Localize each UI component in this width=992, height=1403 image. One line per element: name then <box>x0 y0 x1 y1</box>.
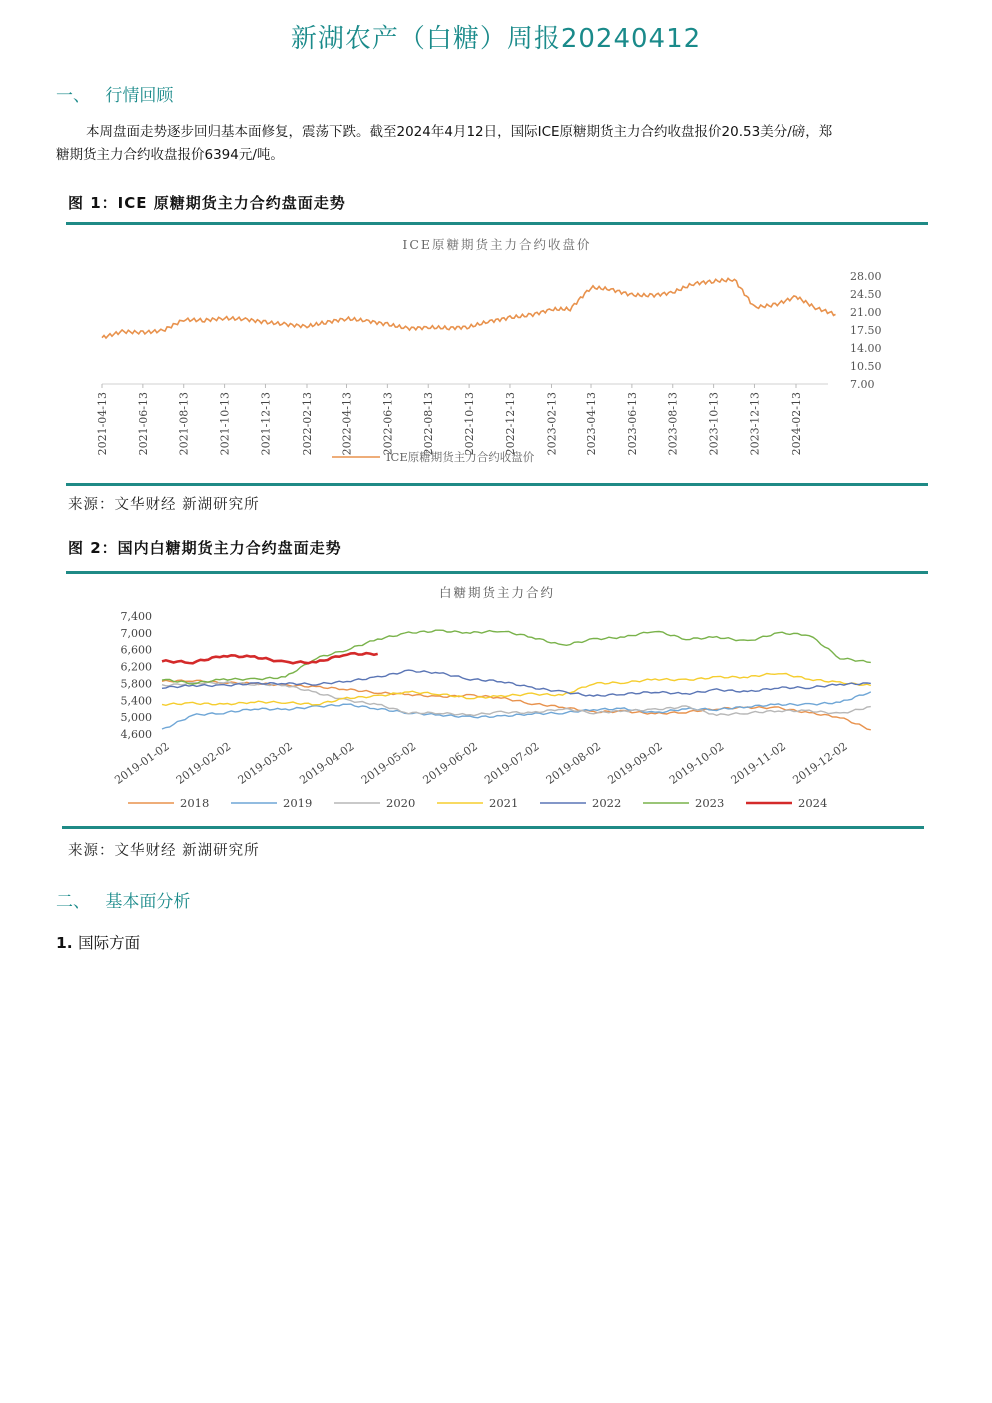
chart-1-x-tick-label: 2023-04-13 <box>585 392 599 456</box>
chart-2-legend-label: 2018 <box>180 796 210 810</box>
chart-1-title: ICE原糖期货主力合约收盘价 <box>402 237 592 252</box>
chart-2-x-tick-label: 2019-09-02 <box>605 739 665 787</box>
chart-1-x-tick-label: 2023-08-13 <box>666 392 680 456</box>
chart-2-x-tick-label: 2019-01-02 <box>112 739 172 787</box>
market-review-paragraph <box>56 121 936 167</box>
chart-2-x-tick-label: 2019-04-02 <box>297 739 357 787</box>
chart-1-x-tick-label: 2022-02-13 <box>300 392 314 456</box>
chart-2-x-tick-label: 2019-10-02 <box>667 739 727 787</box>
paragraph-line-1: 本周盘面走势逐步回归基本面修复，震荡下跌。截至2024年4月12日，国际ICE原糖期货主力合约收盘报价20.53美分/磅，郑 <box>86 124 833 140</box>
chart-1-x-tick-label: 2024-02-13 <box>790 392 803 456</box>
chart-2-x-tick-label: 2019-08-02 <box>543 739 604 787</box>
figure-1-source: 来源：文华财经 新湖研究所 <box>68 497 260 513</box>
figure-1-caption: 图 1：ICE 原糖期货主力合约盘面走势 <box>68 194 346 212</box>
section-title: 基本面分析 <box>105 892 191 912</box>
chart-2-series-line-2020 <box>162 682 871 716</box>
ice-sugar-chart <box>66 226 928 482</box>
chart-1-x-tick-label: 2021-04-13 <box>96 392 109 456</box>
chart-1-x-tick-label: 2022-08-13 <box>422 392 436 456</box>
chart-2-x-tick-label: 2019-06-02 <box>420 739 480 787</box>
paragraph-line-2: 糖期货主力合约收盘报价6394元/吨。 <box>56 147 284 163</box>
chart-2-series-line-2018 <box>162 680 871 730</box>
chart-2-y-tick-label: 6,600 <box>120 643 152 657</box>
chart-2-y-tick-label: 5,400 <box>120 694 152 708</box>
chart-2-x-tick-label: 2019-05-02 <box>358 739 419 787</box>
chart-1-y-tick-label: 21.00 <box>850 306 882 319</box>
chart-2-series-line-2019 <box>162 692 871 729</box>
chart-1-x-tick-label: 2021-10-13 <box>218 392 232 456</box>
figure-1-top-rule <box>66 222 928 225</box>
section-number: 一、 <box>56 86 90 106</box>
chart-2-series-line-2023 <box>162 630 871 684</box>
section-title: 行情回顾 <box>105 86 174 106</box>
chart-1-legend-label: ICE原糖期货主力合约收盘价 <box>386 450 535 464</box>
chart-1-y-tick-label: 14.00 <box>850 342 882 355</box>
section-heading-market-review <box>56 81 173 106</box>
chart-2-legend-label: 2019 <box>283 796 313 810</box>
chart-2-x-tick-label: 2019-02-02 <box>173 739 234 787</box>
figure-2-bottom-rule <box>62 826 924 829</box>
section-number: 二、 <box>56 892 90 912</box>
chart-1-y-tick-label: 24.50 <box>850 288 882 301</box>
chart-2-y-tick-label: 7,400 <box>120 610 152 623</box>
section-heading-fundamentals <box>56 887 190 912</box>
chart-1-x-tick-label: 2023-02-13 <box>545 392 559 456</box>
figure-2-top-rule <box>66 571 928 574</box>
domestic-sugar-chart <box>66 575 928 823</box>
chart-1-y-tick-label: 28.00 <box>850 270 882 283</box>
chart-1-x-tick-label: 2022-10-13 <box>463 392 477 456</box>
chart-1-x-tick-label: 2023-12-13 <box>748 392 762 456</box>
subsection-title: 国际方面 <box>78 934 141 952</box>
chart-1-y-tick-label: 17.50 <box>850 324 882 337</box>
chart-1-y-tick-label: 10.50 <box>850 360 882 373</box>
chart-2-x-tick-label: 2019-03-02 <box>235 739 295 787</box>
chart-1-x-tick-label: 2021-12-13 <box>259 392 273 456</box>
figure-1-bottom-rule <box>66 483 928 486</box>
chart-2-legend-label: 2021 <box>489 796 519 810</box>
figure-2-source: 来源：文华财经 新湖研究所 <box>68 843 260 859</box>
chart-1-x-tick-label: 2022-12-13 <box>503 392 517 456</box>
chart-2-legend-label: 2023 <box>695 796 725 810</box>
chart-2-legend-label: 2022 <box>592 796 622 810</box>
chart-2-legend-label: 2020 <box>386 796 416 810</box>
chart-2-x-tick-label: 2019-11-02 <box>728 739 789 787</box>
figure-2-caption: 图 2：国内白糖期货主力合约盘面走势 <box>68 539 342 557</box>
chart-2-y-tick-label: 5,000 <box>120 711 152 725</box>
subsection-number: 1. <box>56 934 73 952</box>
chart-1-y-tick-label: 7.00 <box>850 378 875 391</box>
chart-2-y-tick-label: 5,800 <box>120 677 152 691</box>
chart-1-x-tick-label: 2023-06-13 <box>625 392 639 456</box>
chart-2-series-line-2024 <box>162 653 378 663</box>
chart-2-y-tick-label: 7,000 <box>120 626 152 640</box>
chart-1-x-tick-label: 2022-04-13 <box>340 392 354 456</box>
chart-1-x-tick-label: 2022-06-13 <box>381 392 395 456</box>
chart-2-x-tick-label: 2019-12-02 <box>790 739 850 787</box>
chart-1-x-tick-label: 2021-06-13 <box>136 392 150 456</box>
chart-2-legend-label: 2024 <box>798 796 828 810</box>
chart-1-x-tick-label: 2023-10-13 <box>707 392 721 456</box>
chart-2-title: 白糖期货主力合约 <box>438 585 556 600</box>
chart-1-series-line <box>102 278 836 338</box>
chart-1-x-tick-label: 2021-08-13 <box>177 392 191 456</box>
chart-2-x-tick-label: 2019-07-02 <box>482 739 542 787</box>
document-title: 新湖农产（白糖）周报20240412 <box>290 24 702 54</box>
chart-2-y-tick-label: 6,200 <box>120 660 152 674</box>
chart-2-y-tick-label: 4,600 <box>120 728 152 741</box>
subsection-heading-international <box>56 931 140 953</box>
